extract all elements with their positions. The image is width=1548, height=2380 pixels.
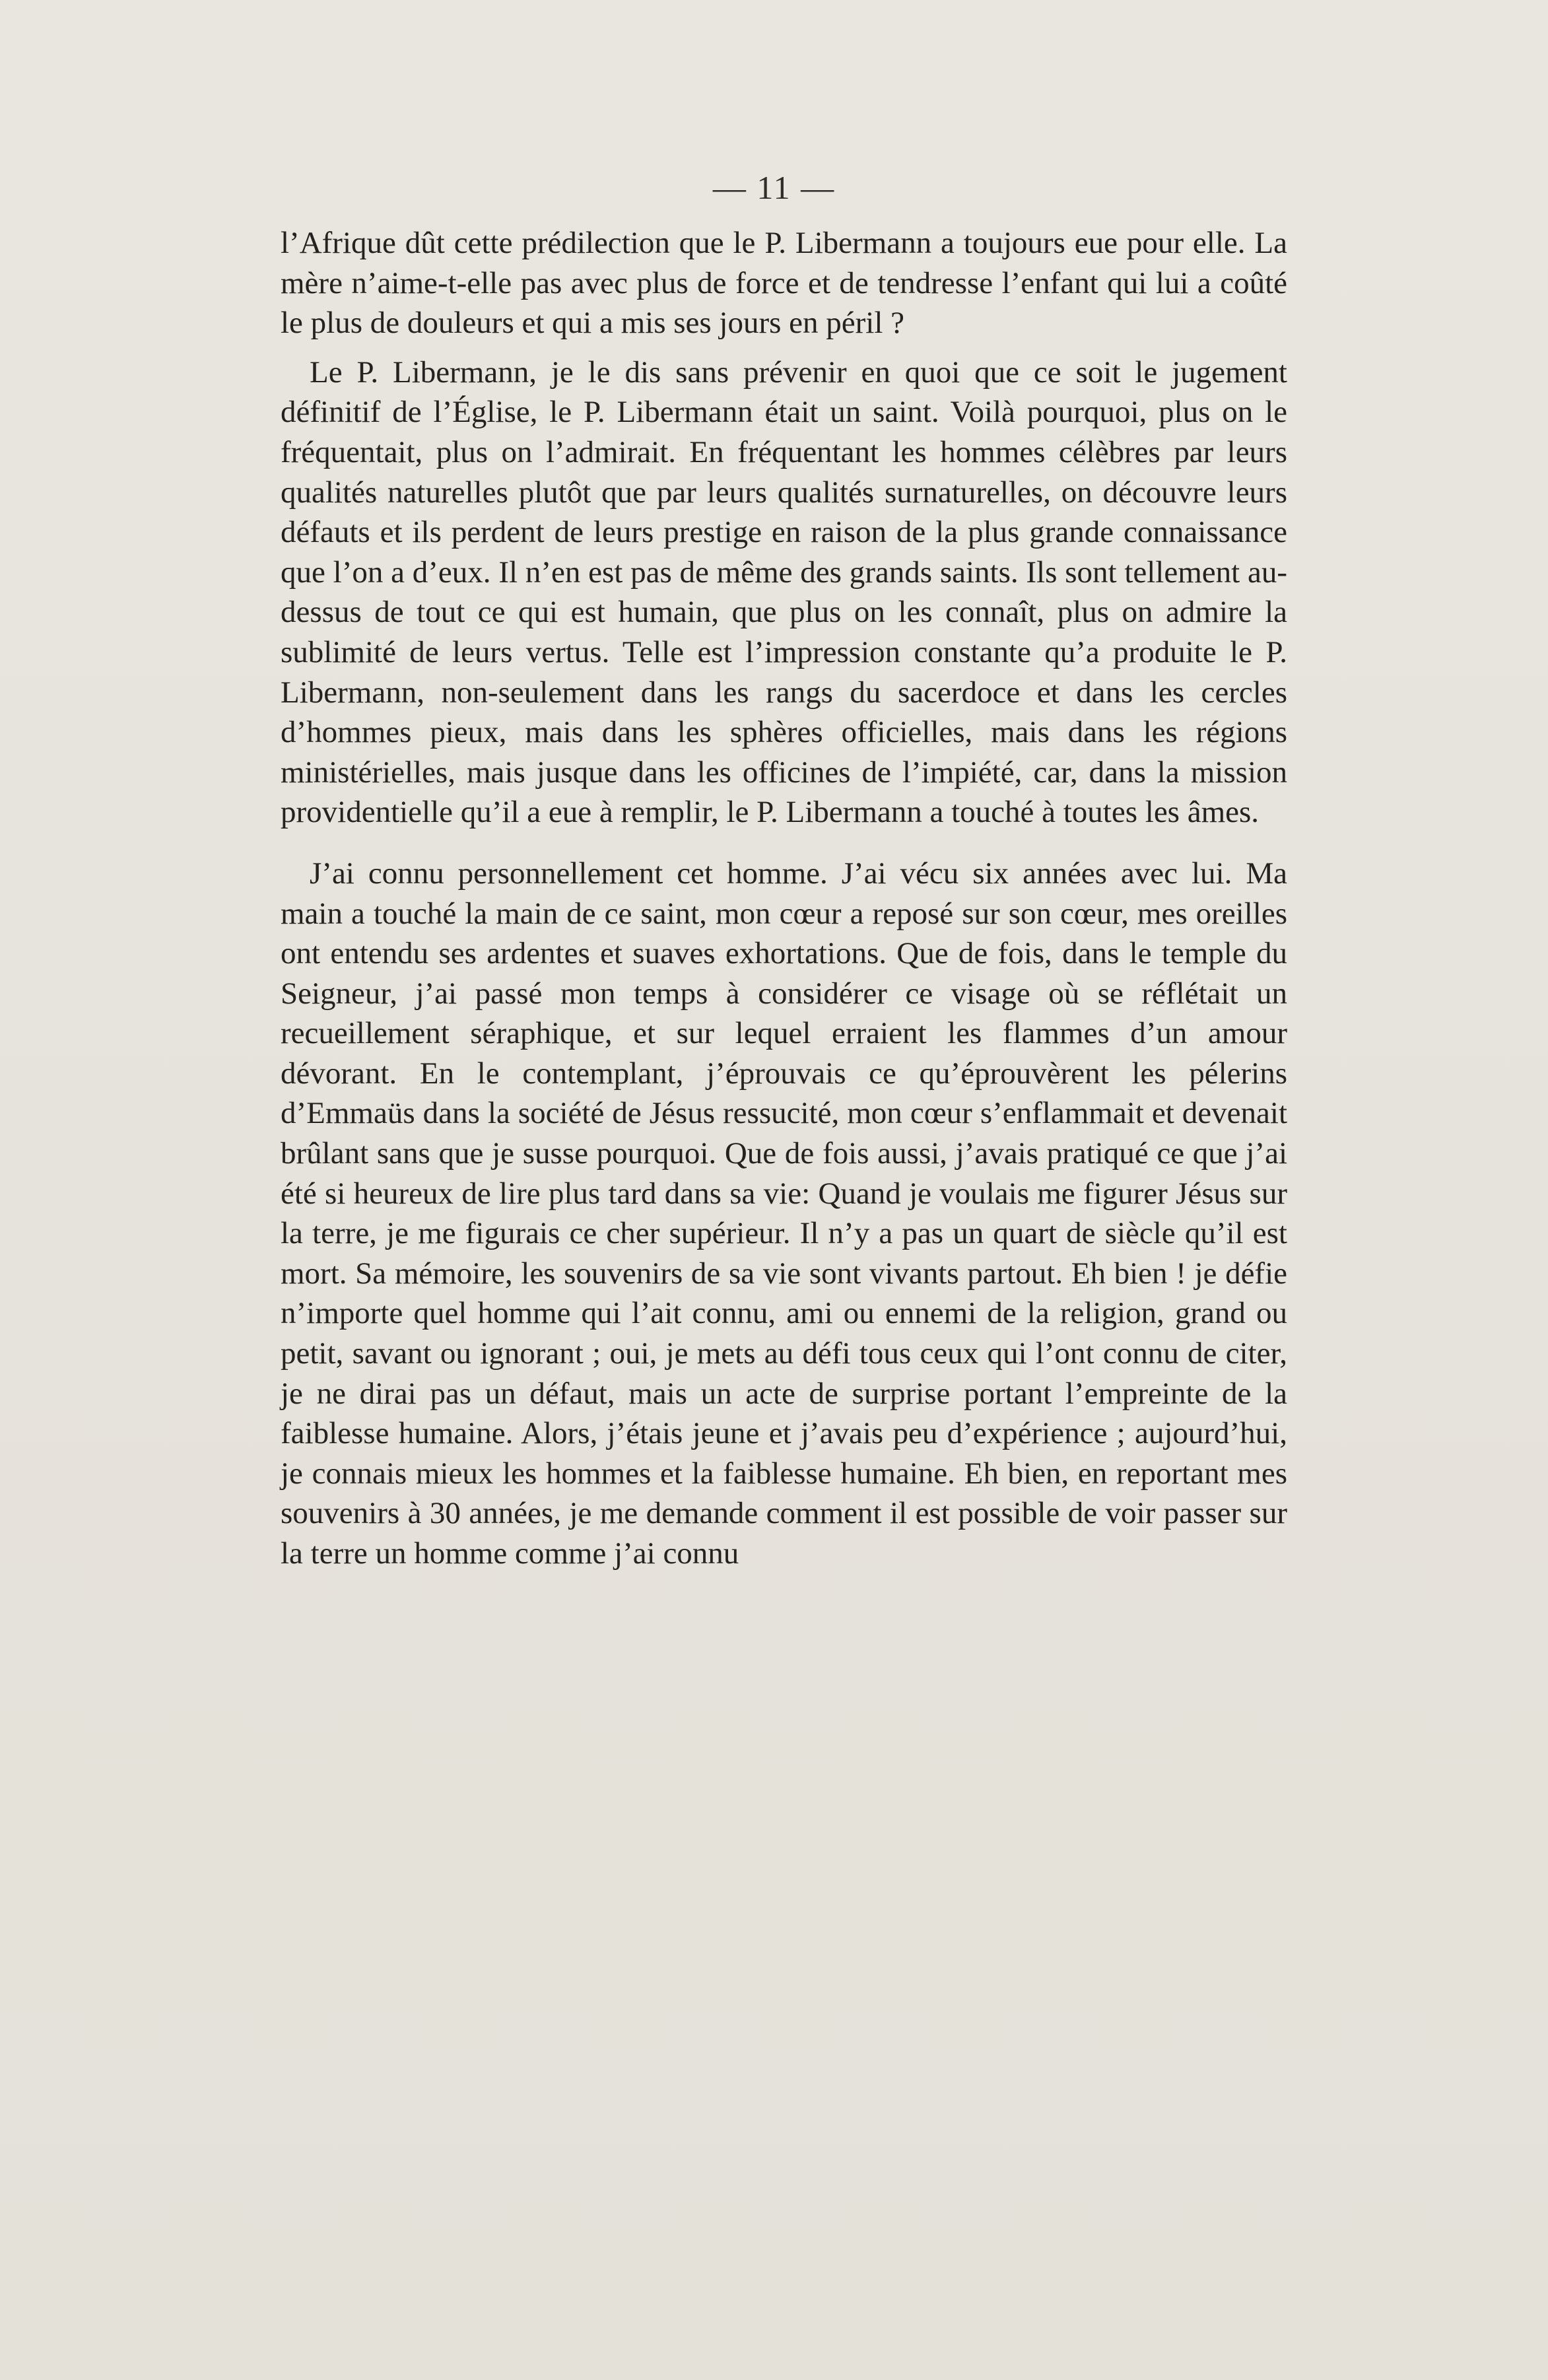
page-number: — 11 — [712, 169, 836, 206]
body-text [281, 223, 1287, 1574]
paragraph-3: J’ai connu personnellement cet homme. J’ai vécu six années avec lui. Ma main a touché la main de ce saint, mon cœur a reposé sur son cœur, mes oreilles ont entendu ses ardentes et suaves exhortations. Que de fois, dans le temple du Seigneur, j’ai passé mon temps à considérer ce visage où se réflétait un recueillement séraphique, et sur lequel erraient les flammes d’un amour dévorant. En le contemplant, j’éprouvais ce qu’éprouvèrent les pélerins d’Emmaüs dans la société de Jésus ressucité, mon cœur s’enflammait et devenait brûlant sans que je susse pourquoi. Que de fois aussi, j’avais pratiqué ce que j’ai été si heureux de lire plus tard dans sa vie: Quand je voulais me figurer Jésus sur la terre, je me figurais ce cher supérieur. Il n’y a pas un quart de siècle qu’il est mort. Sa mémoire, les souvenirs de sa vie sont vivants partout. Eh bien ! je défie n’importe quel homme qui l’ait connu, ami ou ennemi de la religion, grand ou petit, savant ou ignorant ; oui, je mets au défi tous ceux qui l’ont connu de citer, je ne dirai pas un défaut, mais un acte de surprise portant l’empreinte de la faiblesse humaine. Alors, j’étais jeune et j’avais peu d’expérience ; aujourd’hui, je connais mieux les hommes et la faiblesse humaine. Eh bien, en reportant mes souvenirs à 30 années, je me demande comment il est possible de voir passer sur la terre un homme comme j’ai connu [281, 856, 1287, 1571]
paragraph-1: l’Afrique dût cette prédilection que le P. Libermann a toujours eue pour elle. La mère n’aime-t-elle pas avec plus de force et de tendresse l’enfant qui lui a coûté le plus de douleurs et qui a mis ses jours en péril ? [281, 226, 1287, 341]
paragraph-2: Le P. Libermann, je le dis sans prévenir en quoi que ce soit le jugement définitif de l’Église, le P. Libermann était un saint. Voilà pourquoi, plus on le fréquentait, plus on l’admirait. En fréquentant les hommes célèbres par leurs qualités naturelles plutôt que par leurs qualités surnaturelles, on découvre leurs défauts et ils perdent de leurs prestige en raison de la plus grande connaissance que l’on a d’eux. Il n’en est pas de même des grands saints. Ils sont tellement au-dessus de tout ce qui est humain, que plus on les connaît, plus on admire la sublimité de leurs vertus. Telle est l’impression constante qu’a produite le P. Libermann, non-seulement dans les rangs du sacerdoce et dans les cercles d’hommes pieux, mais dans les sphères officielles, mais dans les régions ministérielles, mais jusque dans les officines de l’impiété, car, dans la mission providentielle qu’il a eue à remplir, le P. Libermann a touché à toutes les âmes. [281, 355, 1287, 830]
